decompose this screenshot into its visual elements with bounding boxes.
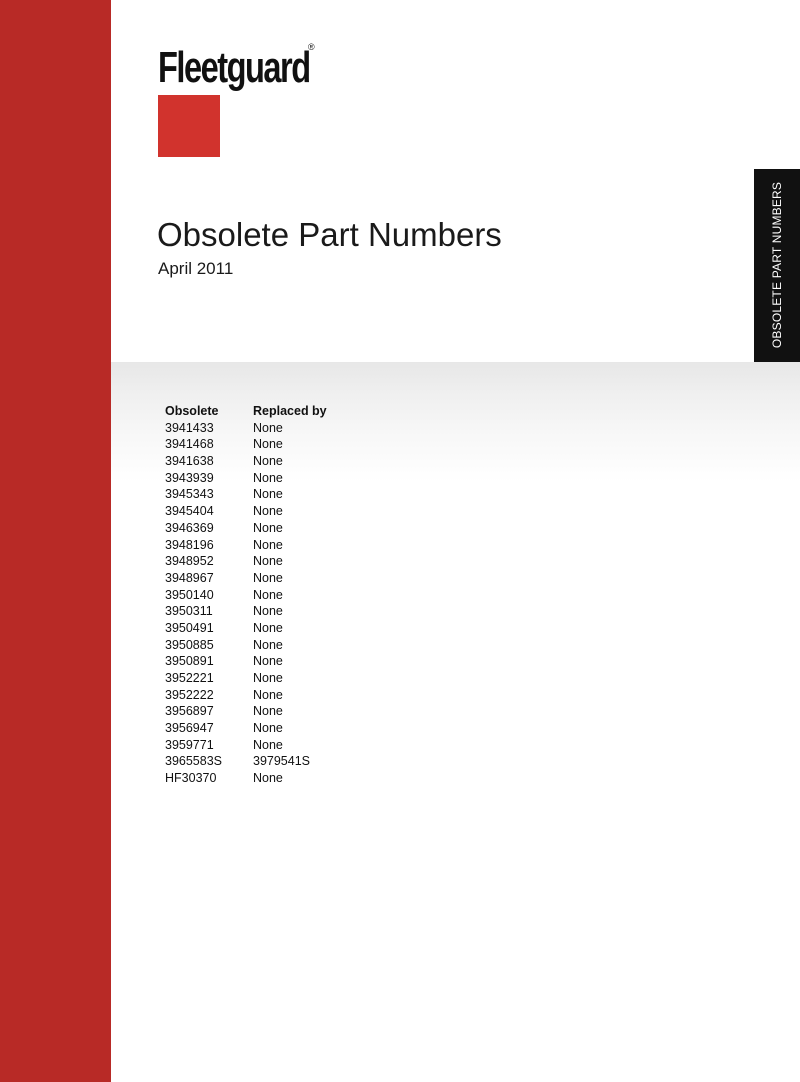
obsolete-part-number: 3945343 xyxy=(165,487,214,502)
replacement-part-number: None xyxy=(253,537,283,552)
table-row xyxy=(165,770,373,787)
replacement-part-number: None xyxy=(253,604,283,619)
table-row xyxy=(165,753,373,770)
replacement-part-number: None xyxy=(253,587,283,602)
page-title: Obsolete Part Numbers xyxy=(157,216,502,253)
replacement-part-number: None xyxy=(253,454,283,469)
obsolete-part-number: HF30370 xyxy=(165,771,217,786)
obsolete-part-number: 3950140 xyxy=(165,587,214,602)
table-row xyxy=(165,537,373,554)
replacement-part-number: None xyxy=(253,654,283,669)
replacement-part-number: None xyxy=(253,620,283,635)
table-row xyxy=(165,637,373,654)
table-row xyxy=(165,470,373,487)
obsolete-part-number: 3965583S xyxy=(165,754,223,769)
table-row xyxy=(165,520,373,537)
table-row xyxy=(165,687,373,704)
table-row xyxy=(165,603,373,620)
replacement-part-number: None xyxy=(253,520,283,535)
replacement-part-number: None xyxy=(253,420,283,435)
obsolete-part-number: 3941433 xyxy=(165,420,214,435)
table-body xyxy=(165,420,373,787)
parts-table xyxy=(165,403,373,787)
obsolete-part-number: 3956947 xyxy=(165,721,214,736)
table-row xyxy=(165,587,373,604)
obsolete-part-number: 3945404 xyxy=(165,504,214,519)
registered-mark: ® xyxy=(308,42,315,52)
replacement-part-number: None xyxy=(253,704,283,719)
replacement-part-number: None xyxy=(253,721,283,736)
table-row xyxy=(165,453,373,470)
table-row xyxy=(165,720,373,737)
table-row xyxy=(165,653,373,670)
fleetguard-logo xyxy=(158,42,363,94)
replacement-part-number: None xyxy=(253,687,283,702)
logo-red-square xyxy=(158,95,220,157)
obsolete-part-number: 3952221 xyxy=(165,671,214,685)
logo-wordmark: Fleetguard xyxy=(158,43,310,92)
side-tab xyxy=(754,169,800,362)
replacement-part-number: None xyxy=(253,570,283,585)
replacement-part-number: None xyxy=(253,637,283,652)
table-row xyxy=(165,503,373,520)
obsolete-part-number: 3950491 xyxy=(165,620,214,635)
obsolete-part-number: 3946369 xyxy=(165,520,214,535)
side-tab-label: OBSOLETE PART NUMBERS xyxy=(770,181,784,349)
obsolete-part-number: 3948952 xyxy=(165,554,214,569)
page-date: April 2011 xyxy=(158,259,234,278)
table-row xyxy=(165,703,373,720)
replacement-part-number: None xyxy=(253,554,283,569)
header-replaced-by: Replaced by xyxy=(253,404,327,418)
table-row xyxy=(165,486,373,503)
obsolete-part-number: 3941468 xyxy=(165,437,214,452)
table-row xyxy=(165,553,373,570)
obsolete-part-number: 3952222 xyxy=(165,687,214,702)
replacement-part-number: None xyxy=(253,504,283,519)
obsolete-part-number: 3948967 xyxy=(165,570,214,585)
table-row xyxy=(165,570,373,587)
table-row xyxy=(165,670,373,687)
left-red-bar xyxy=(0,0,111,1082)
obsolete-part-number: 3941638 xyxy=(165,454,214,469)
replacement-part-number: 3979541S xyxy=(253,754,311,769)
table-row xyxy=(165,620,373,637)
replacement-part-number: None xyxy=(253,671,283,685)
replacement-part-number: None xyxy=(253,737,283,752)
obsolete-part-number: 3948196 xyxy=(165,537,214,552)
obsolete-part-number: 3950311 xyxy=(165,604,213,619)
table-row xyxy=(165,436,373,453)
obsolete-part-number: 3959771 xyxy=(165,737,214,752)
table-row xyxy=(165,737,373,754)
replacement-part-number: None xyxy=(253,771,283,786)
obsolete-part-number: 3950885 xyxy=(165,637,214,652)
header-obsolete: Obsolete xyxy=(165,404,219,418)
obsolete-part-number: 3956897 xyxy=(165,704,214,719)
table-header xyxy=(165,403,373,420)
table-row xyxy=(165,420,373,437)
replacement-part-number: None xyxy=(253,470,283,485)
obsolete-part-number: 3950891 xyxy=(165,654,214,669)
obsolete-part-number: 3943939 xyxy=(165,470,214,485)
replacement-part-number: None xyxy=(253,437,283,452)
replacement-part-number: None xyxy=(253,487,283,502)
